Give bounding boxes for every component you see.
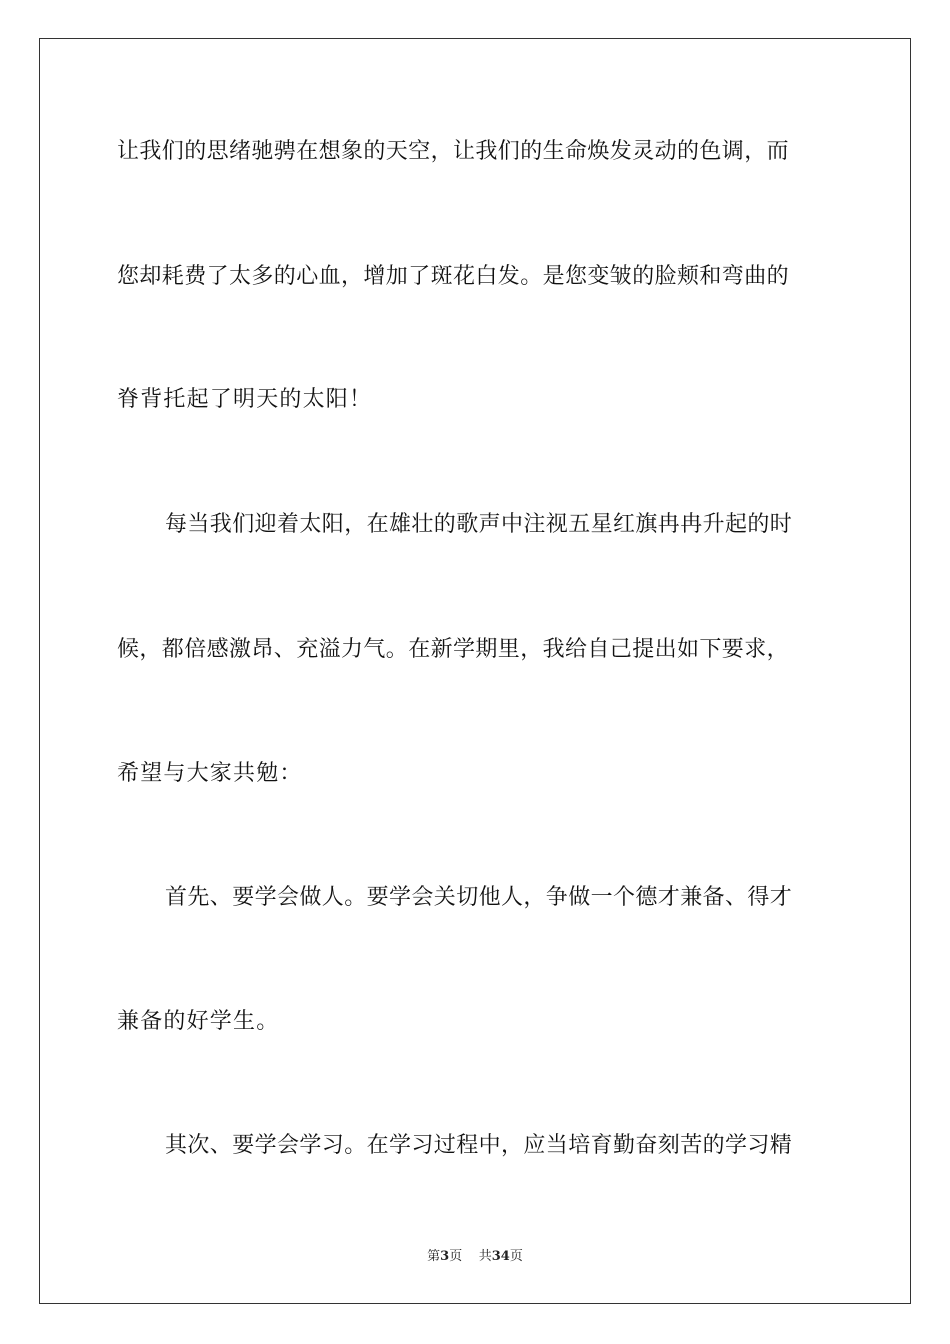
paragraph-line: 首先、要学会做人。要学会关切他人，争做一个德才兼备、得才 [165,885,793,910]
total-label-prefix: 共 [478,1249,492,1264]
paragraph-line: 脊背托起了明天的太阳！ [117,387,373,412]
total-pages: 34 [491,1249,510,1264]
paragraph-line: 希望与大家共勉： [117,761,303,786]
page-border [39,38,911,1304]
page-footer [0,1248,950,1266]
paragraph-line: 每当我们迎着太阳，在雄壮的歌声中注视五星红旗冉冉升起的时 [165,512,793,537]
paragraph-line: 您却耗费了太多的心血，增加了斑花白发。是您变皱的脸颊和弯曲的 [117,264,790,289]
paragraph-line: 让我们的思绪驰骋在想象的天空，让我们的生命焕发灵动的色调，而 [117,139,790,164]
paragraph-line: 候，都倍感激昂、充溢力气。在新学期里，我给自己提出如下要求， [117,637,790,662]
page-label-suffix: 页 [449,1249,463,1264]
paragraph-line: 兼备的好学生。 [117,1009,280,1034]
page-label-prefix: 第 [427,1249,441,1264]
page-number: 3 [440,1249,450,1264]
paragraph-line: 其次、要学会学习。在学习过程中，应当培育勤奋刻苦的学习精 [165,1133,793,1158]
total-label-suffix: 页 [509,1249,523,1264]
